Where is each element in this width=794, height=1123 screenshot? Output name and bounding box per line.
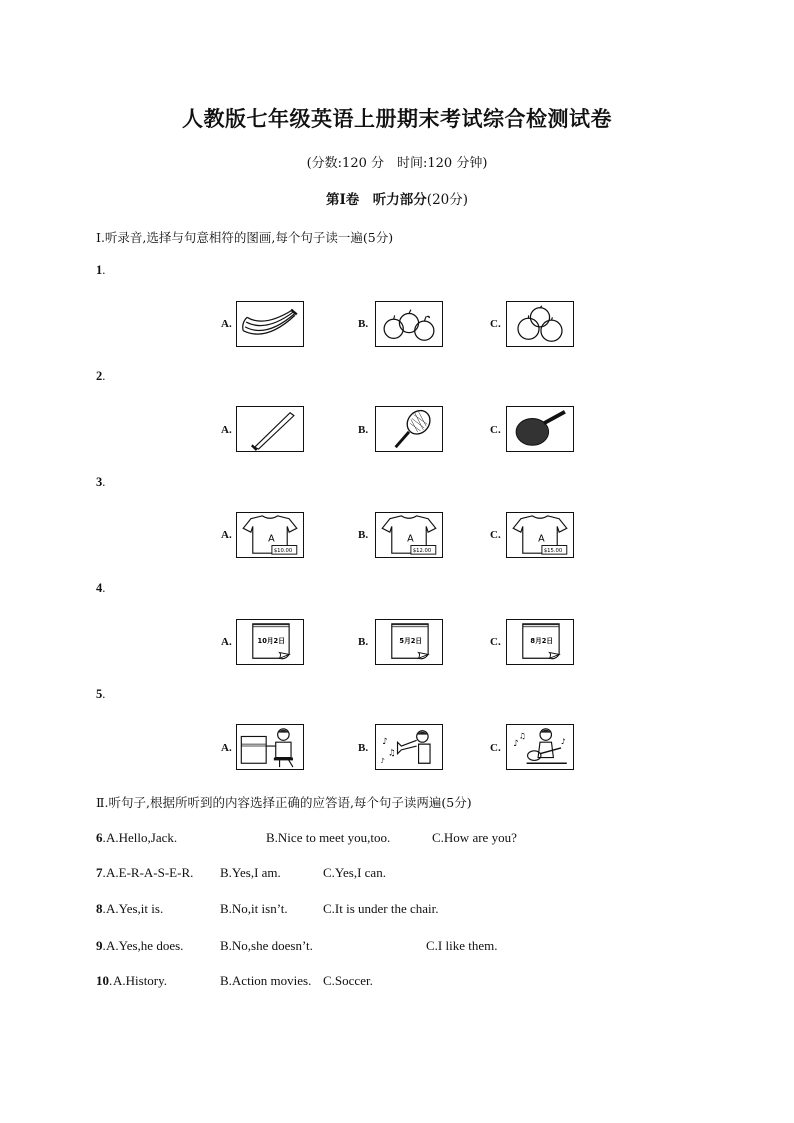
oranges-image[interactable]: [506, 301, 574, 347]
price-tag: $15.00: [543, 548, 563, 555]
trumpet-player-image[interactable]: [375, 724, 443, 770]
svg-text:♫: ♫: [387, 748, 396, 759]
q6-option-c[interactable]: C.How are you?: [432, 830, 517, 845]
t-shirt-15-image[interactable]: [506, 512, 574, 558]
q4-option-b-label: B.: [358, 636, 369, 648]
q5-option-a-label: A.: [221, 742, 232, 754]
q8-option-b[interactable]: B.No,it isn’t.: [220, 901, 288, 916]
q2-option-a-label: A.: [221, 424, 232, 436]
baseball-bat-image[interactable]: [236, 406, 304, 452]
q1-option-a-label: A.: [221, 318, 232, 330]
shirt-letter: A: [407, 533, 414, 545]
calendar-date: 10月2日: [257, 636, 285, 645]
q10-option-b[interactable]: B.Action movies.: [220, 973, 312, 988]
part-heading-main: 第Ⅰ卷 听力部分: [325, 192, 427, 208]
svg-text:♪: ♪: [561, 737, 566, 747]
question-1-number: 1.: [96, 263, 106, 277]
q7-option-c[interactable]: C.Yes,I can.: [323, 865, 386, 880]
q7-option-b[interactable]: B.Yes,I am.: [220, 865, 281, 880]
q3-option-c-label: C.: [490, 529, 501, 541]
question-4-number: 4.: [96, 581, 106, 595]
question-6-number: 6.: [96, 830, 106, 845]
q5-option-c-label: C.: [490, 742, 501, 754]
shirt-letter: A: [268, 533, 275, 545]
section-2-heading: Ⅱ.听句子,根据所听到的内容选择正确的应答语,每个句子读两遍(5分): [96, 795, 472, 810]
q7-option-a[interactable]: A.E-R-A-S-E-R.: [106, 865, 194, 880]
q4-option-c-label: C.: [490, 636, 501, 648]
question-10-number: 10.: [96, 973, 113, 988]
question-9-number: 9.: [96, 938, 106, 953]
bananas-image[interactable]: [236, 301, 304, 347]
shirt-letter: A: [538, 533, 545, 545]
calendar-may-2-image[interactable]: [375, 619, 443, 665]
q2-option-b-label: B.: [358, 424, 369, 436]
q8-option-c[interactable]: C.It is under the chair.: [323, 901, 439, 916]
svg-text:♫: ♫: [518, 731, 526, 741]
svg-text:♪: ♪: [382, 737, 388, 748]
q6-option-a[interactable]: A.Hello,Jack.: [106, 830, 178, 845]
ping-pong-paddle-image[interactable]: [506, 406, 574, 452]
question-7-number: 7.: [96, 865, 106, 880]
calendar-date: 8月2日: [530, 636, 554, 645]
section-1-heading: Ⅰ.听录音,选择与句意相符的图画,每个句子读一遍(5分): [96, 230, 394, 245]
q1-option-b-label: B.: [358, 318, 369, 330]
q9-option-c[interactable]: C.I like them.: [426, 938, 498, 953]
guitar-player-image[interactable]: [506, 724, 574, 770]
q1-option-c-label: C.: [490, 318, 501, 330]
question-3-number: 3.: [96, 475, 106, 489]
q9-option-b[interactable]: B.No,she doesn’t.: [220, 938, 313, 953]
t-shirt-10-image[interactable]: [236, 512, 304, 558]
calendar-date: 5月2日: [399, 636, 423, 645]
svg-text:♪: ♪: [380, 756, 386, 766]
svg-text:♪: ♪: [513, 739, 519, 750]
question-8-number: 8.: [96, 901, 106, 916]
part-heading: [0, 188, 794, 208]
q10-option-c[interactable]: C.Soccer.: [323, 973, 373, 988]
q6-option-b[interactable]: B.Nice to meet you,too.: [266, 830, 391, 845]
part-heading-score: (20分): [426, 192, 469, 208]
question-2-number: 2.: [96, 369, 106, 383]
calendar-aug-2-image[interactable]: [506, 619, 574, 665]
calendar-oct-2-image[interactable]: [236, 619, 304, 665]
exam-info: (分数:120 分 时间:120 分钟): [306, 156, 488, 171]
q4-option-a-label: A.: [221, 636, 232, 648]
q3-option-a-label: A.: [221, 529, 232, 541]
q2-option-c-label: C.: [490, 424, 501, 436]
price-tag: $10.00: [273, 548, 293, 555]
q5-option-b-label: B.: [358, 742, 369, 754]
t-shirt-12-image[interactable]: [375, 512, 443, 558]
price-tag: $12.00: [412, 548, 432, 555]
q8-option-a[interactable]: A.Yes,it is.: [106, 901, 164, 916]
apples-image[interactable]: [375, 301, 443, 347]
q10-option-a[interactable]: A.History.: [113, 973, 168, 988]
tennis-racket-image[interactable]: [375, 406, 443, 452]
piano-player-image[interactable]: [236, 724, 304, 770]
q9-option-a[interactable]: A.Yes,he does.: [106, 938, 184, 953]
question-5-number: 5.: [96, 687, 106, 701]
page-title: 人教版七年级英语上册期末考试综合检测试卷: [182, 107, 612, 131]
q3-option-b-label: B.: [358, 529, 369, 541]
